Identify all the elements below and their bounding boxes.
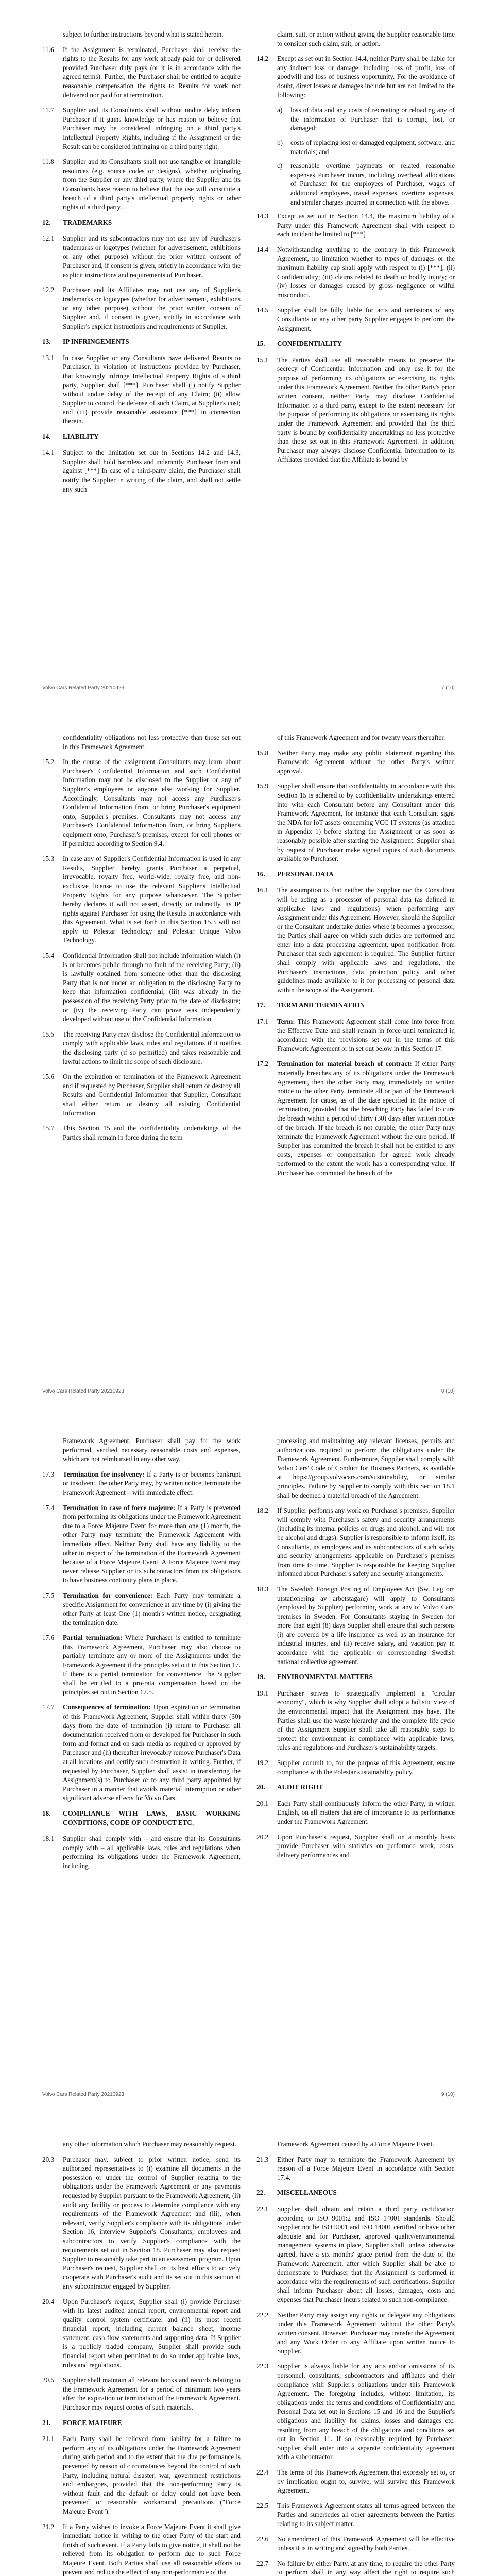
clause-22-6 — [256, 2535, 455, 2553]
sub-clause-a — [277, 106, 455, 133]
clause-number: 19.1 — [256, 1689, 269, 1697]
clause-text: No failure by either Party, at any time, to require the other Party to perform shall in any way affect the right to require such — [277, 2559, 455, 2576]
clause-number: 14.5 — [256, 306, 269, 314]
clause-number: 15.5 — [42, 1030, 55, 1038]
footer-doc-id: Volvo Cars Related Party 20210923 — [42, 1388, 124, 1394]
section-number: 20. — [256, 1783, 265, 1791]
clause-body: Upon expiration or termination of this Framework Agreement, Supplier shall within thirty (30) days from the date of termination (i) return to Purchaser all documentation received from or developed for Purchaser in such form and format and on such media as required or approved by Purchaser and (ii) thereafter irrevocably remove Purchaser's Data at all locations and certify such destruction in writing. Further, if requested by Purchaser, Supplier shall assist in transferring the Assignment(s) to Purchaser or to any third party appointed by Purchaser in a manner that avoids material interruption or other significant adverse effects for Volvo Cars. — [63, 1703, 241, 1802]
clause-lead-in: Consequences of termination: — [63, 1703, 151, 1711]
clause-number: 14.1 — [42, 449, 55, 457]
clause-15-3 — [42, 854, 241, 945]
clause-number: 16.1 — [256, 886, 269, 894]
clause-19-1 — [256, 1689, 455, 1752]
section-number: 21. — [42, 2418, 51, 2427]
section-heading-personal-data — [256, 870, 455, 879]
clause-text: Purchaser strives to strategically implement a "circular economy", which is why Supplier shall adopt a holistic view of the environmental impact that the Assignment may have. The Parties shall use the waste hierarchy and the complete life cycle of the Assignment Supplier shall take all reasonable steps to protect the environment in compliance with applicable laws, rules and regulations and Purchaser's sustainability targets. — [277, 1689, 455, 1752]
page-10-right-column — [256, 2140, 455, 2576]
footer-doc-id: Volvo Cars Related Party 20210923 — [42, 2092, 124, 2097]
clause-text: If a Party wishes to invoke a Force Majeure Event it shall give immediate notice in writing to the other Party of the start and finish of such event. If a Party fails to give notice, it shall not be relieved from its obligation to perform due to such Force Majeure Event. Both Parties shall use all reasonable efforts to prevent and reduce the effect of any non-performance of the — [63, 2522, 241, 2576]
clause-number: 22.4 — [256, 2468, 269, 2476]
page-10 — [0, 2110, 497, 2576]
clause-text: This Framework Agreement states all terms agreed between the Parties and supersedes all other agreements between the Parties relating to its subject matter. — [277, 2501, 455, 2528]
clause-text: No amendment of this Framework Agreement will be effective unless it is in writing and signed by both Parties. — [277, 2535, 455, 2552]
clause-22-5 — [256, 2501, 455, 2529]
clause-text: Supplier and its subcontractors may not use any of Purchaser's trademarks or logotypes (whether for advertisement, exhibitions or any other purpose) without the prior written consent of Purchaser and, if consent is given, strictly in accordance with the explicit instructions and requirements of Purchaser. — [63, 234, 241, 279]
clause-text: Neither Party may make any public statement regarding this Framework Agreement without the other Party's written approval. — [277, 749, 455, 775]
clause-text: Supplier shall be fully liable for acts and omissions of any Consultants or any other party Supplier engages to perform the Assignment. — [277, 306, 455, 332]
clause-20-4 — [42, 2297, 241, 2370]
clause-text: Purchaser and its Affiliates may not use any of Supplier's trademarks or logotypes (whether for advertisement, exhibitions or any other purpose) without the prior written consent of Supplier and, if consent is given, strictly in accordance with Supplier's explicit instructions and requirements of Supplier. — [63, 286, 241, 330]
clause-15-2 — [42, 757, 241, 848]
page-10-left-column — [42, 2140, 241, 2576]
clause-number: 17.7 — [42, 1703, 55, 1711]
section-title: TRADEMARKS — [63, 218, 112, 226]
clause-lead-in: Partial termination: — [63, 1634, 123, 1642]
clause-number: 22.2 — [256, 2311, 269, 2319]
section-heading-force-majeure — [42, 2418, 241, 2428]
clause-21-3 — [256, 2155, 455, 2182]
section-title: TERM AND TERMINATION — [277, 1001, 365, 1009]
clause-body: This Framework Agreement shall come into force from the Effective Date and shall remain in force until terminated in accordance with the provisions set out in the terms of this Framework Agreement or in set out below in this Section 17. — [277, 1018, 455, 1053]
clause-number: 21.2 — [42, 2522, 55, 2531]
clause-number: 17.2 — [256, 1060, 269, 1068]
clause-number: 13.1 — [42, 353, 55, 362]
paragraph: of this Framework Agreement and for twenty years thereafter. — [277, 734, 445, 741]
page-footer — [42, 1388, 455, 1394]
clause-12-1 — [42, 234, 241, 279]
clause-11-8 — [42, 157, 241, 212]
clause-14-1 — [42, 448, 241, 494]
clause-17-2 — [256, 1059, 455, 1177]
clause-17-4 — [42, 1503, 241, 1585]
page-footer — [42, 685, 455, 691]
page-8 — [0, 703, 497, 1406]
clause-15-9 — [256, 782, 455, 863]
clause-22-1 — [256, 2205, 455, 2304]
paragraph: claim, suit, or action without giving the Supplier reasonable time to consider such claim, suit, or action. — [277, 30, 455, 47]
clause-number: 20.3 — [42, 2155, 55, 2163]
clause-22-3 — [256, 2362, 455, 2462]
section-number: 17. — [256, 1001, 265, 1009]
page-number: 9 (10) — [441, 2092, 455, 2097]
section-heading-audit-right — [256, 1783, 455, 1792]
section-title: LIABILITY — [63, 432, 99, 440]
clause-text: The receiving Party may disclose the Confidential Information to comply with applicable laws, rules and regulations if it notifies the disclosing party (if so permitted) and takes reasonable and lawful actions to limit the scope of such disclosure. — [63, 1030, 241, 1065]
page-footer — [42, 2092, 455, 2097]
clause-17-1 — [256, 1017, 455, 1053]
clause-lead-in: Termination for material breach of contract: — [277, 1060, 413, 1068]
clause-13-1 — [42, 353, 241, 426]
clause-body: Where Purchaser is entitled to terminate this Framework Agreement, Purchaser may also choose to partially terminate any or more of the Assignments under the Framework Agreement if the principles set out in this Section 17. If there is a partial termination for convenience, the Supplier shall be entitled to a pro-rata compensation based on the principles set out in Section 17.5. — [63, 1634, 241, 1696]
section-heading-miscellaneous — [256, 2188, 455, 2197]
clause-12-2 — [42, 285, 241, 331]
clause-21-2 — [42, 2522, 241, 2576]
clause-15-7 — [42, 1124, 241, 1142]
clause-text: Supplier and its Consultants shall without undue delay inform Purchaser if it gains knowledge or has reason to believe that Purchaser may be considered infringing on a third party's Intellectual Property Rights, including if the Assignment or the Result can be considered infringing on a third party right. — [63, 106, 241, 150]
clause-20-1 — [256, 1799, 455, 1826]
clause-22-4 — [256, 2468, 455, 2495]
page-8-left-column — [42, 733, 241, 1148]
clause-text: Neither Party may assign any rights or delegate any obligations under this Framework Agreement without the other Party's written consent. However, Purchaser may transfer the Agreement and any Work Order to any Affiliate upon written notice to Supplier. — [277, 2311, 455, 2355]
sub-clause-text: loss of data and any costs of recreating or reloading any of the information of Purchaser that is corrupt, lost, or damaged; — [290, 106, 455, 132]
clause-number: 11.8 — [42, 158, 54, 166]
clause-text — [63, 1470, 241, 1497]
clause-number: 20.5 — [42, 2376, 55, 2384]
clause-text: The terms of this Framework Agreement that expressly set to, or by implication ought to, survive, will survive this Framework Agreement. — [277, 2468, 455, 2495]
section-heading-environmental-matters — [256, 1672, 455, 1682]
page-7 — [0, 0, 497, 703]
clause-number: 14.3 — [256, 212, 269, 221]
section-heading-confidentiality — [256, 339, 455, 348]
clause-number: 11.6 — [42, 45, 54, 54]
section-number: 12. — [42, 218, 51, 226]
clause-text: On the expiration or termination of the Framework Agreement and if requested by Purchaser, Supplier shall return or destroy all Results and Confidential Information that Supplier, Consultant shall either return or destroy all existing Confidential Information. — [63, 1073, 241, 1117]
clause-20-5 — [42, 2376, 241, 2412]
paragraph: confidentiality obligations not less protective than those set out in this Framework Agreement. — [63, 734, 241, 751]
clause-text — [277, 1059, 455, 1177]
clause-text: Each Party shall be relieved from liability for a failure to perform any of its obligations under the Framework Agreement during such period and to the extent that the due performance is prevented by reason of circumstances beyond the control of such Party, including natural disaster, war, government restrictions and embargoes, provided that the non-performing Party is without fault and the default or delay could not have been prevented or reasonable workaround precautions ("Force Majeure Event"). — [63, 2435, 241, 2515]
section-title: PERSONAL DATA — [277, 870, 334, 878]
paragraph: Framework Agreement caused by a Force Majeure Event. — [277, 2140, 434, 2148]
footer-doc-id: Volvo Cars Related Party 20210923 — [42, 685, 124, 691]
clause-15-5 — [42, 1030, 241, 1066]
clause-text: The Parties shall use all reasonable means to preserve the secrecy of Confidential Information and only use it for the purpose of performing its obligations or exercising its rights under this Framework Agreement. Neither the other Party's prior written consent, neither Party may disclose Confidential Information to a third party, except to the extent necessary for the purpose of performing its obligations or exercising its rights under the Framework Agreement and provided that the third party is bound by confidentiality undertakings no less protective than those set out in this Framework Agreement. In addition, Purchaser may always disclose Confidential Information to its Affiliates provided that the Affiliate is bound by — [277, 355, 455, 464]
page-9 — [0, 1406, 497, 2110]
sub-clause-letter: c) — [277, 162, 283, 170]
sub-clause-c — [277, 161, 455, 207]
clause-text: Notwithstanding anything to the contrary in this Framework Agreement, no limitation whether to types of damages or the maximum liability cap shall apply with respect to (i) [***]; (ii) Confidentiality; (iii) claims related to death or bodily injury; or (iv) losses or damages caused by gross negligence or wilful misconduct. — [277, 245, 455, 299]
clause-lead-in: Termination for convenience: — [63, 1591, 153, 1599]
paragraph: Framework Agreement, Purchaser shall pay for the work performed, verified necessary reasonable costs and expenses, which are not reimbursed in any other way. — [63, 1437, 241, 1463]
clause-text: Purchaser may, subject to prior written notice, send its authorized representatives to (i) examine all documents in the possession or under the control of Supplier relating to the obligations under the Framework Agreement or any payments requested by Supplier pursuant to the Framework Agreement, (ii) audit any facility or process to determine compliance with any requirements of the Framework Agreement and (iii), when relevant, verify Supplier's compliance with its obligations under Section 16, interview Supplier's Consultants, employees and subcontractors to verify Supplier's compliance with the requirements set out in Section 18. Purchaser may also request Supplier to reasonably take part in an assessment program. Upon Purchaser's request, Supplier shall on its best efforts to actively cooperate with Purchaser's audit and its set out in this section at any subcontractor engaged by Supplier. — [63, 2155, 241, 2290]
clause-number: 18.1 — [42, 1835, 55, 1843]
section-number: 19. — [256, 1673, 265, 1681]
clause-number: 15.4 — [42, 952, 55, 960]
clause-number: 21.3 — [256, 2155, 269, 2163]
paragraph: subject to further instructions beyond what is stated herein. — [63, 30, 224, 38]
clause-22-7 — [256, 2559, 455, 2576]
clause-text: This Section 15 and the confidentiality undertakings of the Parties shall remain in force during the term — [63, 1124, 241, 1141]
clause-11-7 — [42, 106, 241, 151]
clause-text: Supplier commit to, for the purpose of this Agreement, ensure compliance with the Polestar sustainability policy. — [277, 1759, 455, 1776]
sub-clause-letter: b) — [277, 138, 283, 146]
clause-14-5 — [256, 306, 455, 333]
clause-number: 21.1 — [42, 2435, 55, 2443]
section-title: AUDIT RIGHT — [277, 1783, 323, 1791]
clause-21-1 — [42, 2434, 241, 2516]
clause-number: 22.5 — [256, 2501, 269, 2510]
clause-number: 17.3 — [42, 1470, 55, 1478]
clause-number: 11.7 — [42, 106, 54, 114]
section-title: MISCELLANEOUS — [277, 2189, 337, 2197]
clause-15-1 — [256, 355, 455, 464]
section-heading-compliance — [42, 1809, 241, 1827]
sub-clause-letter: a) — [277, 106, 283, 114]
section-heading-ip-infringements — [42, 337, 241, 346]
clause-number: 15.8 — [256, 749, 269, 757]
section-number: 22. — [256, 2189, 265, 2197]
section-number: 16. — [256, 870, 265, 878]
clause-number: 19.2 — [256, 1759, 269, 1767]
clause-text: In case Supplier or any Consultants have delivered Results to Purchaser, in violation of instructions provided by Purchaser, that knowingly infringe Intellectual Property Rights of a third party, Supplier shall [***]. Purchaser shall (i) notify Supplier without undue delay of the receipt of any Claim; (ii) allow Supplier to control the defense of such Claim, at Supplier's cost; and (iii) provide reasonable assistance [***] in connection therein. — [63, 353, 241, 425]
clause-body: If a Party is prevented from performing its obligations under the Framework Agreement due to a Force Majeure Event for more than one (1) month, the other Party may terminate the Framework Agreement with immediate effect. Neither Party shall have any liability to the other in respect of the termination of the Framework Agreement because of a Force Majeure Event. A Force Majeure Event may never release Supplier or its subcontractors from its obligations to have business continuity plans in place. — [63, 1503, 241, 1584]
clause-text: Except as set out in Section 14.4, neither Party shall be liable for any indirect loss or damage, including loss of profit, loss of goodwill and loss of business opportunity. For the avoidance of doubt, direct losses or damages include but are not limited to the following: — [277, 55, 455, 99]
clause-text — [63, 1633, 241, 1697]
clause-17-3 — [42, 1470, 241, 1497]
clause-text: Except as set out in Section 14.4, the maximum liability of a Party under this Framework Agreement shall with respect to each incident be limited to [***] — [277, 212, 455, 239]
clause-number: 15.9 — [256, 782, 269, 790]
section-title: FORCE MAJEURE — [63, 2418, 122, 2427]
clause-14-3 — [256, 212, 455, 239]
clause-14-4 — [256, 245, 455, 300]
clause-text — [63, 1703, 241, 1803]
clause-number: 14.2 — [256, 55, 269, 63]
clause-17-7 — [42, 1703, 241, 1803]
clause-text: In the course of the assignment Consultants may learn about Purchaser's Confidential Information and such Confidential Information may not be disclosed to the Supplier or any of Supplier's employees or anyone else working for Supplier. Accordingly, Consultants may not access any Purchaser's Confidential Information from, or bring Purchaser's equipment onto, Supplier's premises. Consultants may not access any Purchaser's Confidential Information from, or bring Supplier's equipment onto, Purchaser's premises, except for cell phones or if permitted according to Section 9.4. — [63, 758, 241, 848]
section-title: CONFIDENTIALITY — [277, 340, 342, 348]
clause-number: 17.1 — [256, 1018, 269, 1026]
clause-number: 17.6 — [42, 1634, 55, 1642]
section-heading-liability — [42, 432, 241, 442]
clause-18-1 — [42, 1834, 241, 1870]
clause-number: 12.2 — [42, 286, 55, 294]
clause-number: 17.5 — [42, 1591, 55, 1599]
clause-body: Each Party may terminate a specific Assignment for convenience at any time by (i) giving the other Party at least One (1) month's written notice, designating the termination date. — [63, 1591, 241, 1626]
clause-17-5 — [42, 1591, 241, 1627]
sub-clause-text: costs of replacing lost or damaged equipment, software, and materials; and — [290, 138, 455, 156]
section-number: 13. — [42, 337, 51, 346]
clause-text: Supplier shall comply with – and ensure that its Consultants comply with – all applicable laws, rules and regulations when performing its obligations under the Framework Agreement, including — [63, 1835, 241, 1870]
clause-22-2 — [256, 2311, 455, 2356]
clause-number: 15.3 — [42, 855, 55, 863]
clause-16-1 — [256, 886, 455, 994]
clause-lead-in: Term: — [277, 1018, 295, 1026]
clause-text: Upon Purchaser's request, Supplier shall on a monthly basis provide Purchaser with statistics on performed work, costs, delivery performances and — [277, 1833, 455, 1859]
clause-number: 14.4 — [256, 245, 269, 253]
paragraph: processing and maintaining any relevant licenses, permits and authorizations required to perform the obligations under the Framework Agreement. Furthermore, Supplier shall comply with Volvo Cars' Code of Conduct for Business Partners, as available at https://group.volvocars.com/sustainability, or similar principles. Failure by Supplier to comply with this Section 18.1 shall be deemed a material breach of the Agreement. — [277, 1437, 455, 1499]
clause-text: Upon Purchaser's request, Supplier shall (i) provide Purchaser with its latest audited annual report, environmental report and quality control system certificate; and (ii) its most recent financial report, including current balance sheet, income statement, cash flow statements and supporting data. If Supplier is a publicly traded company, Supplier shall provide such financial report when permitted to do so under applicable laws, rules and regulations. — [63, 2297, 241, 2369]
clause-number: 15.7 — [42, 1124, 55, 1132]
clause-text: Either Party may to terminate the Framework Agreement by reason of a Force Majeure Event in accordance with Section 17.4. — [277, 2155, 455, 2181]
clause-text: Supplier and its Consultants shall not use tangible or intangible resources (e.g. source codes or designs), whether originating from the Supplier or any third party, where the Supplier and its Consultants have reason to believe that the use will constitute a breach of a third party's intellectual property rights or other rights of a third party. — [63, 158, 241, 211]
clause-body: If a Party is or becomes bankrupt or insolvent, the other Party may, by written notice, terminate the Framework Agreement – with immediate effect. — [63, 1470, 241, 1496]
clause-number: 20.2 — [256, 1833, 269, 1841]
clause-15-4 — [42, 951, 241, 1024]
clause-text: If the Assignment is terminated, Purchaser shall receive the rights to the Results for any work already paid for or delivered provided Purchaser duly pays (or it is in accordance with the agreed terms). Further, the Purchaser shall be entitled to acquire reasonable compensation the rights to Results for work not delivered nor paid for at termination. — [63, 45, 241, 99]
clause-text: Each Party shall continuously inform the other Party, in written English, on all matters that are of importance to its performance under the Framework Agreement. — [277, 1799, 455, 1825]
page-9-right-column — [256, 1436, 455, 1866]
section-number: 15. — [256, 340, 265, 348]
clause-text: Supplier shall maintain all relevant books and records relating to the Framework Agreement for a period of minimum two years after the expiration or termination of the Framework Agreement. Purchaser may request copies of such materials. — [63, 2376, 241, 2412]
page-7-left-column — [42, 30, 241, 500]
clause-text: Subject to the limitation set out in Sections 14.2 and 14.3, Supplier shall hold harmless and indemnify Purchaser from and against [***] In case of a third-party claim, the Purchaser shall notify the Supplier in writing of the claim, and shall not settle any such — [63, 449, 241, 493]
clause-text: In case any of Supplier's Confidential Information is used in any Results, Supplier hereby grants Purchaser a perpetual, irrevocable, royalty free, world-wide, royalty free, and non-exclusive license to use the relevant Supplier's Intellectual Property Rights for any purpose whatsoever. The Supplier hereby declares it will not assert, directly or indirectly, its IP rights against Purchaser for using the Results in accordance with this Agreement. What is set forth in this Section 15.3 will not apply to Polestar Technology and Polestar Unique Volvo Technology. — [63, 855, 241, 944]
section-title: IP INFRINGEMENTS — [63, 337, 129, 346]
clause-number: 12.1 — [42, 234, 55, 243]
clause-text — [277, 1017, 455, 1053]
clause-19-2 — [256, 1758, 455, 1776]
clause-number: 18.3 — [256, 1585, 269, 1593]
clause-text: Supplier shall ensure that confidentiality in accordance with this Section 15 is adhered to by confidentiality undertakings entered into with each Consultant before any Consultant under this Framework Agreement, for instance that each Consultant signs the NDA for IoT assets concerning VCC IT systems (as attached in Appendix 1) before starting the Assignment or as soon as reasonably possible after starting the Assignment. Supplier shall by request of Purchaser make signed copies of such documents available to Purchaser. — [277, 782, 455, 863]
clause-text: If Supplier performs any work on Purchaser's premises, Supplier will comply with Purchaser's safety and security arrangements (including its internal policies on drugs and alcohol, and will not be alcohol and drugs). Supplier is responsible to inform itself, its Consultants, its employees and its subcontractors of such safety and security arrangements applicable on Purchaser's premises from time to time. Supplier is responsible for keeping Supplier informed about Purchaser's safety and security arrangements. — [277, 1506, 455, 1578]
clause-text: The Swedish Foreign Posting of Employees Act (Sw. Lag om utstationering av arbetstagare) will apply to Consultants (employed by Supplier) performing work at any of Volvo Cars' premises in Sweden. For Consultants staying in Sweden for more than eight (8) days Supplier shall ensure that such persons (i) are covered by a life insurance as well as an insurance for industrial injuries, and (ii) receive salary, and vacation pay in accordance with the applicable or corresponding Swedish national collective agreement. — [277, 1585, 455, 1666]
section-heading-term-and-termination — [256, 1001, 455, 1010]
clause-number: 22.7 — [256, 2559, 269, 2567]
section-heading-trademarks — [42, 218, 241, 227]
clause-14-2 — [256, 54, 455, 99]
clause-number: 15.2 — [42, 758, 55, 766]
section-title: ENVIRONMENTAL MATTERS — [277, 1673, 373, 1681]
clause-number: 22.1 — [256, 2205, 269, 2213]
clause-15-8 — [256, 749, 455, 776]
page-number: 8 (10) — [441, 1388, 455, 1394]
page-7-right-column — [256, 30, 455, 470]
paragraph: any other information which Purchaser may reasonably request. — [63, 2140, 236, 2148]
clause-number: 22.3 — [256, 2362, 269, 2370]
clause-18-2 — [256, 1506, 455, 1579]
page-number: 7 (10) — [441, 685, 455, 691]
clause-number: 15.6 — [42, 1073, 55, 1081]
clause-text: Supplier is always liable for any acts and/or omissions of its personnel, consultants, subcontractors and affiliates and their compliance with Supplier's obligations under this Framework Agreement. The foregoing includes, without limitation, its obligations under the terms and conditions of Confidentiality and Personal Data set out in Sections 15 and 16 and the Supplier's obligations and liability for claims, losses and damages etc. resulting from any breach of the obligations and conditions set out in Section 11. If so reasonably required by Purchaser, Supplier shall enter into a separate confidentiality agreement with a subcontractor. — [277, 2362, 455, 2461]
clause-20-3 — [42, 2155, 241, 2291]
clause-text — [63, 1503, 241, 1585]
clause-number: 17.4 — [42, 1503, 55, 1512]
section-title: COMPLIANCE WITH LAWS, BASIC WORKING CONDITIONS, CODE OF CONDUCT ETC. — [63, 1809, 241, 1826]
clause-number: 18.2 — [256, 1506, 269, 1515]
clause-body: If either Party materially breaches any of its obligations under the Framework Agreement, then the other Party may, immediately on written notice to the other Party, terminate all or part of the Framework Agreement for cause, as of the date specified in the notice of termination, provided that the breaching Party has failed to cure the breach within a period of thirty (30) days after written notice of the breach. If the breach is not curable, the other Party may terminate the Framework Agreement without the cure period. If Supplier has committed the breach it shall not be entitled to any costs, expenses or compensation for agreed work already performed to the extent the work has a corresponding value. If Purchaser has committed the breach of the — [277, 1060, 455, 1177]
page-8-right-column — [256, 733, 455, 1183]
clause-text: Confidential Information shall not include information which (i) is or becomes public through no fault of the receiving Party; (ii) is lawfully obtained from someone other than the disclosing Party that is not under an obligation to the disclosing Party to keep that information confidential; (iii) was already in the possession of the receiving Party prior to the date of disclosure; or (iv) the receiving Party can prove was independently developed without use of the Confidential Information. — [63, 952, 241, 1023]
clause-text — [63, 1591, 241, 1627]
clause-lead-in: Termination in case of force majeure: — [63, 1503, 176, 1512]
clause-number: 20.1 — [256, 1799, 269, 1807]
clause-number: 15.1 — [256, 355, 269, 364]
clause-11-6 — [42, 45, 241, 100]
section-number: 18. — [42, 1809, 51, 1817]
clause-text: The assumption is that neither the Supplier nor the Consultant will be acting as a processor of personal data (as defined in applicable laws and regulations) when performing any Assignment under this Agreement. However, should the Supplier or the Consultant undertake duties where it becomes a processor, the Parties shall agree on which such duties are performed and enter into a data processing agreement, upon notification from Purchaser that such agreement is required. The Supplier further shall comply with applicable laws and regulations, the Purchaser's instructions, data protection policy and other guidelines made available to it for processing of personal data within the scope of the Assignment. — [277, 886, 455, 994]
clause-lead-in: Termination for insolvency: — [63, 1470, 145, 1478]
clause-17-6 — [42, 1633, 241, 1697]
clause-number: 20.4 — [42, 2297, 55, 2306]
clause-text: Supplier shall obtain and retain a third party certification according to ISO 9001:2 and ISO 14001 standards. Should Supplier not be ISO 9001 and ISO 14001 certified or have other adequate and for Purchaser, approved quality/environmental management systems in place, Supplier shall, unless otherwise agreed, have a six months' grace period from the date of the Framework Agreement, after which Supplier shall be able to demonstrate to Purchaser that the Assignment is performed in accordance with the requirements of such certifications. Supplier shall inform Purchaser about all losses, damages, costs and expenses that Purchaser incurs related to such non-compliance. — [277, 2205, 455, 2303]
clause-15-6 — [42, 1072, 241, 1117]
sub-clause-b — [277, 138, 455, 156]
clause-20-2 — [256, 1833, 455, 1860]
page-9-left-column — [42, 1436, 241, 1877]
sub-clause-text: reasonable overtime payments or related reasonable expenses Purchaser incurs, including overhead allocations of Purchaser for the employees of Purchaser, wages of additional employees, travel expenses, overtime expenses, and similar charges incurred in connection with the above. — [290, 162, 455, 206]
clause-18-3 — [256, 1585, 455, 1666]
clause-number: 22.6 — [256, 2535, 269, 2543]
section-number: 14. — [42, 432, 51, 440]
